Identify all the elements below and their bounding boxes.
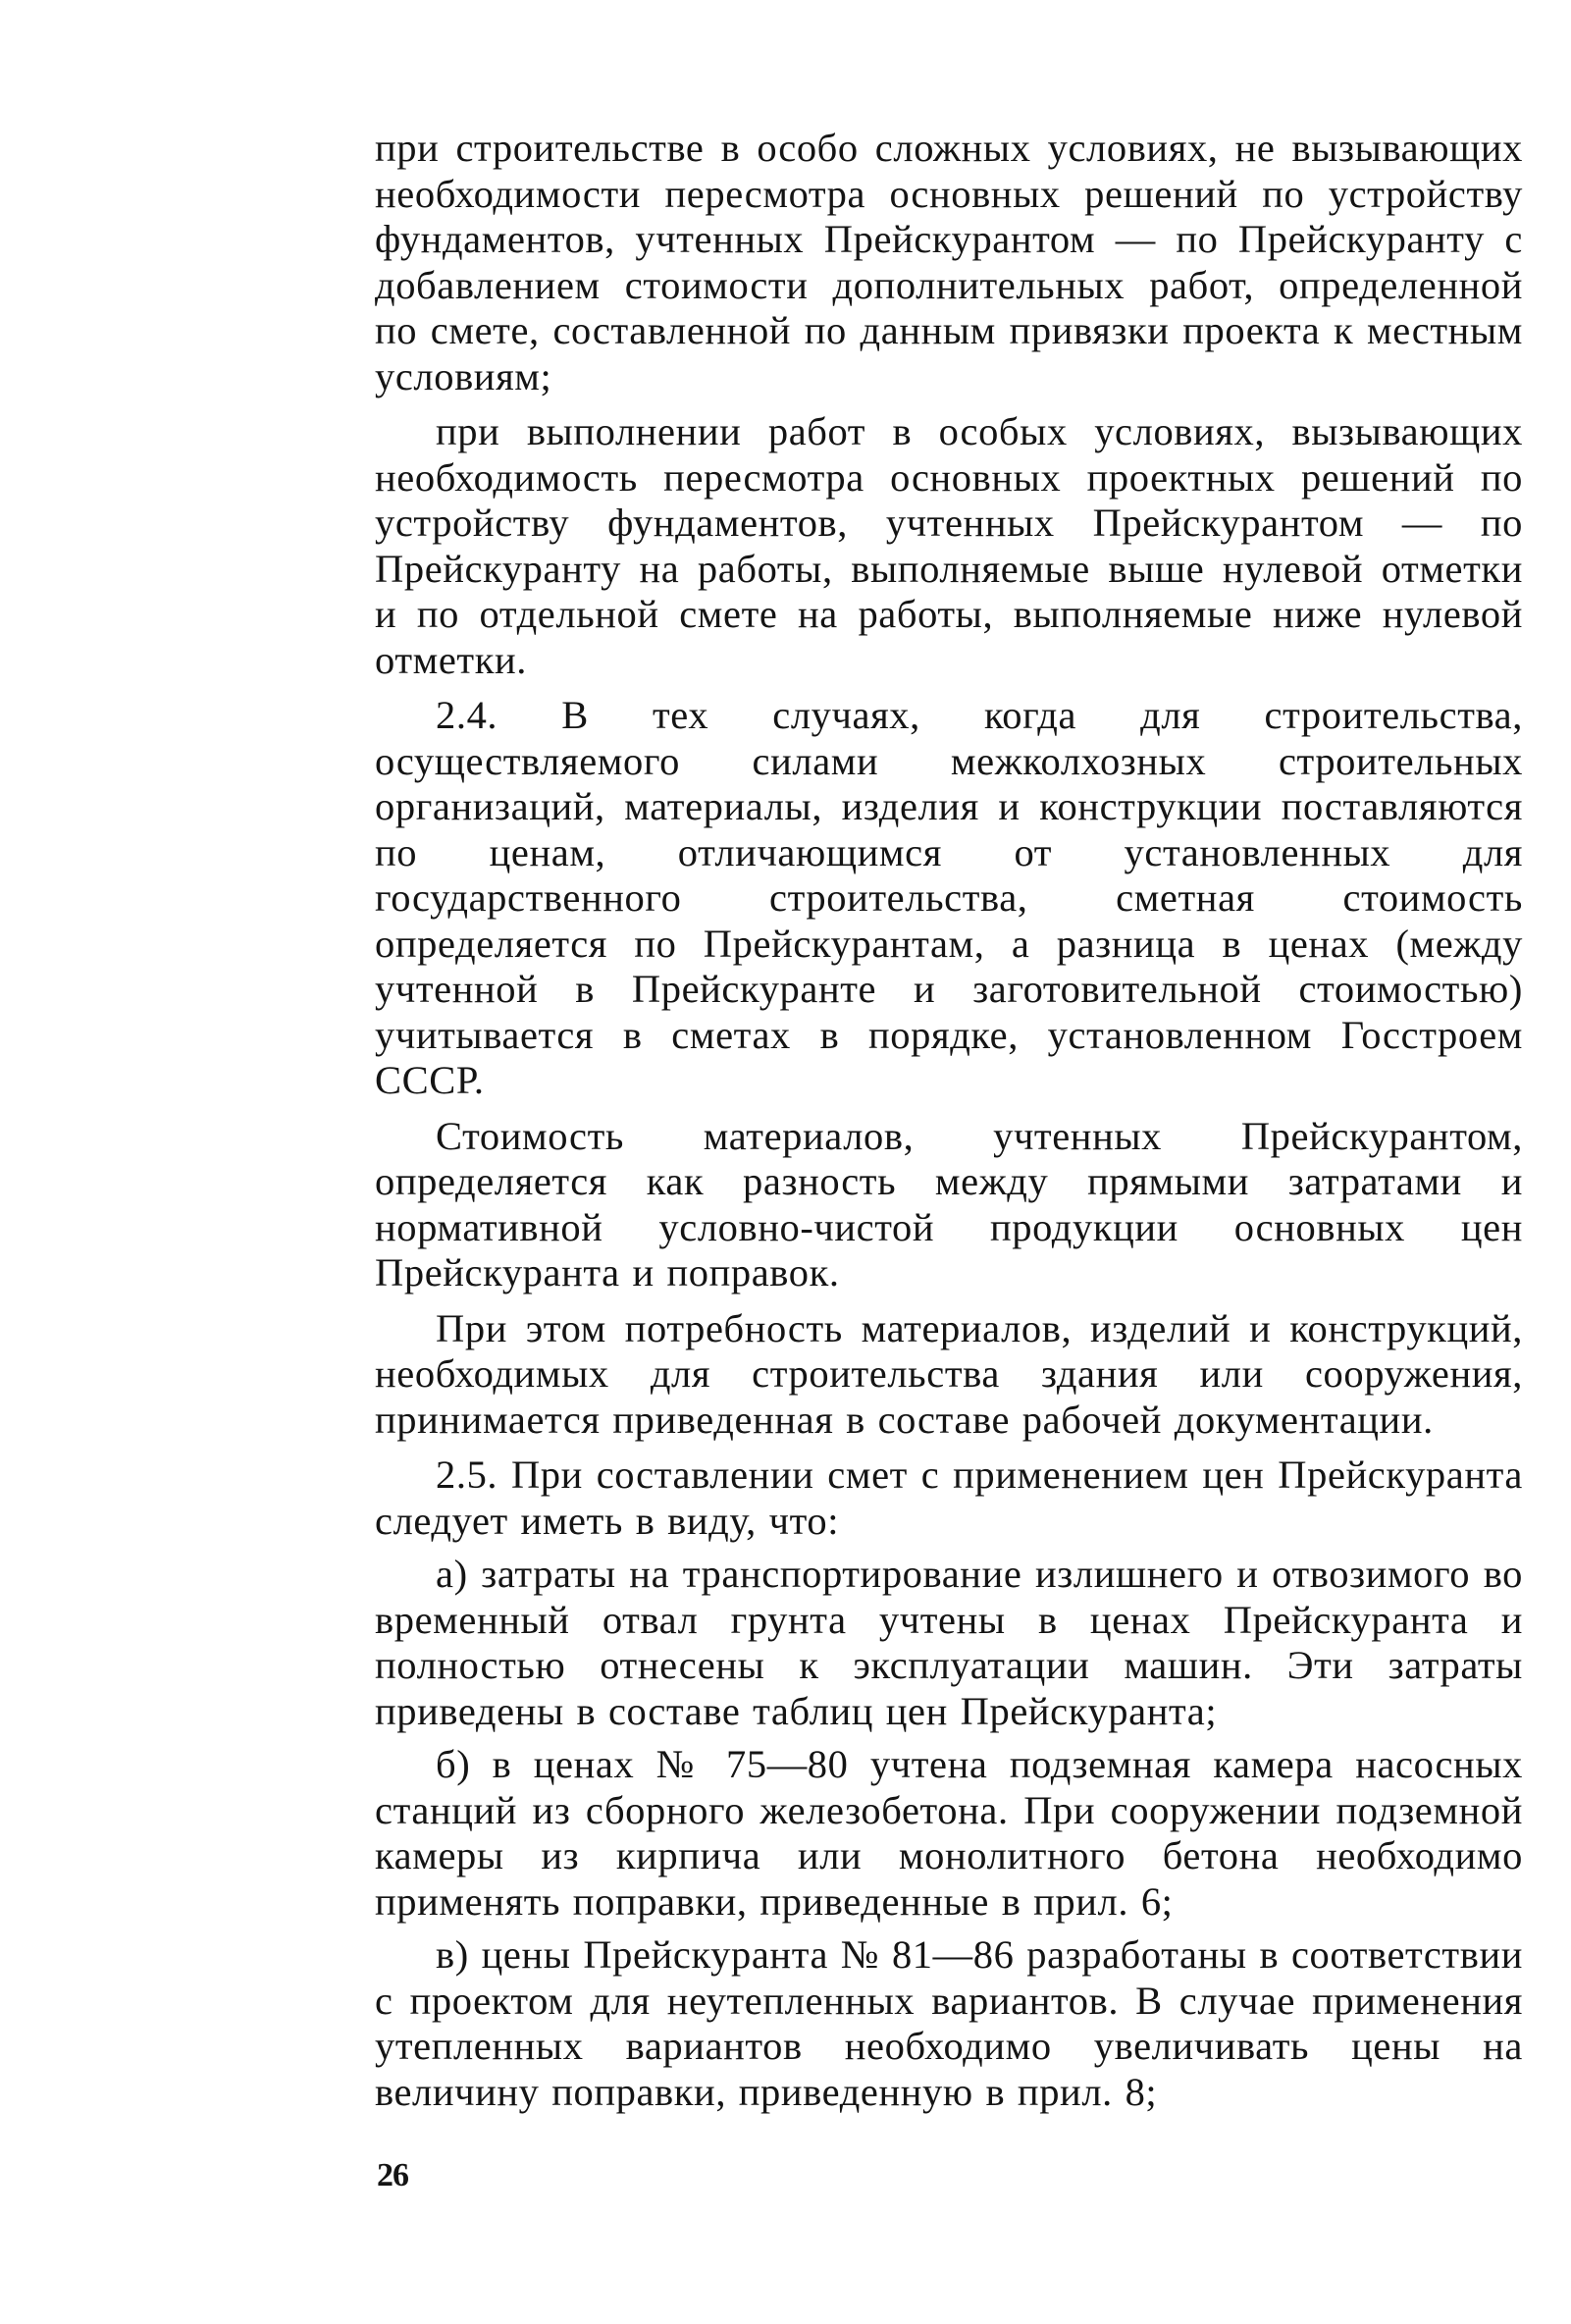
paragraph-1: при строительстве в особо сложных условиях, не вызывающих необходимости пересмотра основных решений по устройству фундаментов, учтенных Прейскурантом — по Прейскуранту с добавлением стоимости дополнительных работ, определенной по смете, составленной по данным привязки проекта к местным условиям; — [375, 126, 1523, 398]
paragraph-2: при выполнении работ в особых условиях, вызывающих необходимость пересмотра основных проектных решений по устройству фундаментов, учтенных Прейскурантом — по Прейскуранту на работы, выполняемые выше нулевой отметки и по отдельной смете на работы, выполняемые ниже нулевой отметки. — [375, 409, 1523, 682]
list-item-v: в) цены Прейскуранта № 81—86 разработаны в соответствии с проектом для неутепленных вариантов. В случае применения утепленных вариантов необходимо увеличивать цены на величину поправки, приведенную в прил. 8; — [375, 1932, 1523, 2114]
page-number: 26 — [377, 2157, 408, 2193]
paragraph-materials-cost: Стоимость материалов, учтенных Прейскурантом, определяется как разность между прямыми затратами и нормативной условно-чистой продукции основных цен Прейскуранта и поправок. — [375, 1113, 1523, 1294]
list-item-b: б) в ценах № 75—80 учтена подземная камера насосных станций из сборного железобетона. При сооружении подземной камеры из кирпича или монолитного бетона необходимо применять поправки, приведенные в прил. 6; — [375, 1742, 1523, 1924]
list-item-a: а) затраты на транспортирование излишнего и отвозимого во временный отвал грунта учтены в ценах Прейскуранта и полностью отнесены к эксплуатации машин. Эти затраты приведены в составе таблиц цен Прейскуранта; — [375, 1552, 1523, 1733]
paragraph-2-5: 2.5. При составлении смет с применением цен Прейскуранта следует иметь в виду, что: — [375, 1452, 1523, 1543]
paragraph-2-4: 2.4. В тех случаях, когда для строительства, осуществляемого силами межколхозных строительных организаций, материалы, изделия и конструкции поставляются по ценам, отличающимся от установленных для государственного строительства, сметная стоимость определяется по Прейскурантам, а разница в ценах (между учтенной в Прейскуранте и заготовительной стоимостью) учитывается в сметах в порядке, установленном Госстроем СССР. — [375, 693, 1523, 1102]
page-body — [375, 126, 1523, 2123]
paragraph-materials-need: При этом потребность материалов, изделий и конструкций, необходимых для строительства здания или сооружения, принимается приведенная в составе рабочей документации. — [375, 1305, 1523, 1442]
